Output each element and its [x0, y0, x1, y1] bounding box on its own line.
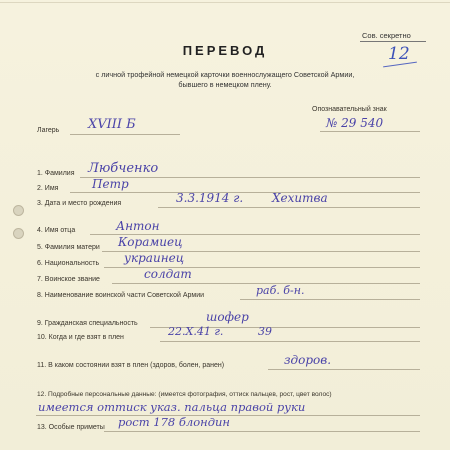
field-label-father: 4. Имя отца	[37, 227, 76, 234]
camp-label: Лагерь	[37, 127, 60, 134]
subtitle-line-1: с личной трофейной немецкой карточки военнослужащего Советской Армии,	[95, 70, 355, 79]
tag-line	[320, 131, 420, 132]
field-label-name: 2. Имя	[37, 185, 59, 192]
camp-line	[70, 134, 180, 135]
field-label-surname: 1. Фамилия	[37, 170, 75, 177]
field-line	[104, 431, 420, 432]
field-value-captured-place: 39	[258, 325, 272, 338]
field-value-mother: Корамиец	[118, 235, 183, 249]
page-number: 12	[388, 44, 410, 64]
field-label-personal-data: 12. Подробные персональные данные: (имеется фотография, оттиск пальцев, рост, цвет волос)	[37, 391, 332, 398]
field-value-birth-date: 3.3.1914 г.	[176, 191, 244, 205]
field-value-condition: здоров.	[284, 353, 332, 367]
field-label-rank: 7. Воинское звание	[37, 276, 100, 283]
field-value-special-marks: рост 178 блондин	[118, 415, 231, 429]
tag-value: № 29 540	[326, 116, 384, 130]
field-label-condition: 11. В каком состоянии взят в плен (здоров, болен, ранен)	[37, 362, 225, 369]
field-value-surname: Любченко	[88, 161, 159, 176]
field-label-captured: 10. Когда и где взят в плен	[37, 334, 124, 341]
subtitle-line-2: бывшего в немецком плену.	[178, 80, 272, 89]
field-value-nationality: украинец	[124, 251, 185, 265]
punch-hole	[13, 228, 24, 239]
secret-mark: Сов. секретно	[362, 31, 411, 40]
field-value-profession: шофер	[206, 310, 249, 324]
field-label-mother: 5. Фамилия матери	[37, 244, 100, 251]
secret-underline	[360, 41, 426, 42]
field-value-name: Петр	[92, 177, 129, 191]
field-line	[80, 177, 420, 178]
field-line	[70, 192, 420, 193]
field-label-unit: 8. Наименование воинской части Советской Армии	[37, 292, 205, 299]
field-value-captured-date: 22.X.41 г.	[168, 325, 224, 338]
field-label-profession: 9. Гражданская специальность	[37, 320, 138, 327]
field-label-birth: 3. Дата и место рождения	[37, 200, 122, 207]
field-value-rank: солдат	[144, 267, 192, 281]
field-line	[160, 341, 420, 342]
field-line	[268, 369, 420, 370]
field-value-personal-data: имеется оттиск указ. пальца правой руки	[38, 400, 306, 414]
field-line	[158, 207, 420, 208]
field-value-unit: раб. б-н.	[256, 284, 305, 297]
field-label-special-marks: 13. Особые приметы	[37, 424, 105, 431]
field-line	[240, 299, 420, 300]
field-value-birth-place: Хехитва	[272, 191, 328, 205]
camp-value: XVIII Б	[88, 117, 136, 132]
page-title: ПЕРЕВОД	[182, 43, 268, 58]
top-edge	[0, 2, 450, 3]
punch-hole	[13, 205, 24, 216]
field-label-nationality: 6. Национальность	[37, 260, 100, 267]
tag-label: Опознавательный знак	[312, 106, 387, 113]
field-value-father: Антон	[116, 219, 160, 233]
